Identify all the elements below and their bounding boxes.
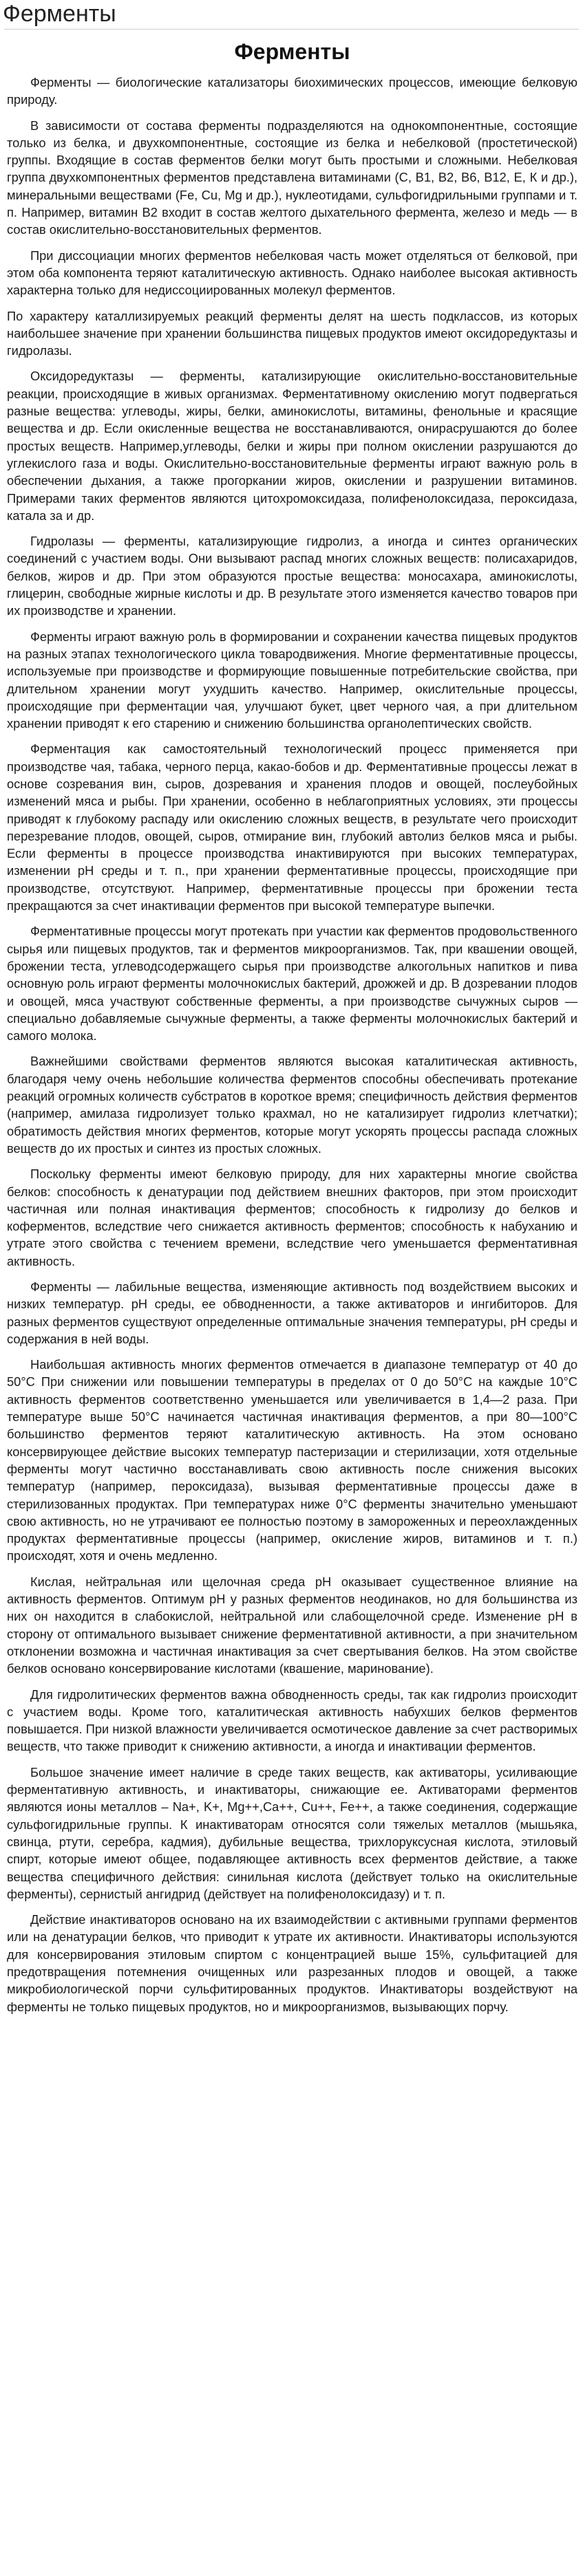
paragraph: По характеру каталлизируемых реакций ферменты делят на шесть подклассов, из которых наибольшее значение при хранении большинства пищевых продуктов имеют оксидоредуктазы и гидролазы. (7, 308, 577, 358)
paragraph: Важнейшими свойствами ферментов являются высокая каталитическая активность, благодаря чему очень небольшие количества ферментов способны обеспечивать протекание реакций огромных количеств субстратов в короткое время; специфичность действия ферментов (например, амилаза гидролизует только крахмал, но не катализирует гидролиз клетчатки); обратимость действия многих ферментов, которые могут ускорять процессы распада сложных веществ до их простых и синтез из простых сложных. (7, 1054, 577, 1156)
paragraph: В зависимости от состава ферменты подразделяются на однокомпонентные, состоящие только из белка, и двухкомпонентные, состоящие из белка и небелковой (простетической) группы. Входящие в состав ферментов белки могут быть простыми и сложными. Небелковая группа двухкомпонентных ферментов представлена витаминами (С, В1, В2, В6, В12, Е, К и др.), минеральными веществами (Fe, Cu, Mg и др.), нуклеотидами, сульфогидрильными группами и т. п. Например, витамин В2 входит в состав желтого дыхательного фермента, железо и медь — в состав окислительно-восстановительных ферментов. (7, 118, 577, 237)
paragraph: Ферментация как самостоятельный технологический процесс применяется при производстве чая, табака, черного перца, какао-бобов и др. Ферментативные процессы лежат в основе созревания вин, сыров, дозревания и хранения плодов и овощей, послеубойных изменений мяса и рыбы. При хранении, особенно в неблагоприятных условиях, эти процессы приводят к глубокому распаду или окислению сложных веществ, в результате чего происходит перезревание плодов, овощей, сыров, отмирание вин, глубокий автолиз белков мяса и рыбы. Если ферменты в процессе производства инактивируются при высоких температурах, изменении рН среды и т. п., при хранении ферментативные процессы, происходящие при производстве, отсутствуют. Например, ферментативные процессы при брожении теста прекращаются за счет инактивации ферментов при высокой температуре выпечки. (7, 742, 577, 913)
paragraph: Кислая, нейтральная или щелочная среда рН оказывает существенное влияние на активность ферментов. Оптимум рН у разных ферментов неодинаков, но для большинства из них он находится в слабокислой, нейтральной или слабощелочной среде. Изменение рН в сторону от оптимального вызывает снижение ферментативной активности, а при значительном отклонении возможна и частичная инактивация за счет свертывания белков. На этом свойстве белков основано консервирование кислотами (квашение, маринование). (7, 1574, 577, 1676)
paragraph: Для гидролитических ферментов важна обводненность среды, так как гидролиз происходит с участием воды. Кроме того, каталитическая активность набухших белков ферментов повышается. При низкой влажности увеличивается осмотическое давление за счет растворимых веществ, что также приводит к снижению активности, а иногда и инактивации ферментов. (7, 1687, 577, 1754)
paragraph: Ферменты — лабильные вещества, изменяющие активность под воздействием высоких и низких температур. рН среды, ее обводненности, а также активаторов и ингибиторов. Для разных ферментов существуют определенные оптимальные значения температуры, рН среды и содержания в ней воды. (7, 1279, 577, 1346)
article (0, 30, 583, 2015)
paragraph: При диссоциации многих ферментов небелковая часть может отделяться от белковой, при этом оба компонента теряют каталитическую активность. Однако наиболее высокая активность характерна только для недиссоциированных молекул ферментов. (7, 248, 577, 298)
paragraph: Наибольшая активность многих ферментов отмечается в диапазоне температур от 40 до 50°С При снижении или повышении температуры в пределах от 0 до 50°С на каждые 10°С активность ферментов соответственно уменьшается или увеличивается в 1,4—2 раза. При температуре выше 50°С начинается частичная инактивация ферментов, а при 80—100°С большинство ферментов теряют каталитическую активность. На этом основано консервирующее действие высоких температур пастеризации и стерилизации, хотя отдельные ферменты могут частично восстанавливать свою активность после снижения высоких температур (например, пероксидаза), вызывая ферментативные процессы даже в стерилизованных продуктах. При температурах ниже 0°С ферменты значительно уменьшают свою активность, но не утрачивают ее полностью поэтому в замороженных и переохлажденных продуктах ферментативные процессы (например, окисление жиров, витаминов и т. п.) происходят, хотя и очень медленно. (7, 1357, 577, 1563)
paragraph: Ферментативные процессы могут протекать при участии как ферментов продовольственного сырья или пищевых продуктов, так и ферментов микроорганизмов. Так, при квашении овощей, брожении теста, углеводсодержащего сырья при производстве алкогольных напитков и пива основную роль играют ферменты молочнокислых бактерий, дрожжей и др. В дозревании плодов и овощей, мяса участвуют собственные ферменты, а при производстве сычужных сыров — специально добавляемые сычужные ферменты, а также ферменты молочнокислых бактерий и самого молока. (7, 924, 577, 1043)
paragraph: Ферменты — биологические катализаторы биохимических процессов, имеющие белковую природу. (7, 75, 577, 107)
paragraph: Поскольку ферменты имеют белковую природу, для них характерны многие свойства белков: способность к денатурации под действием внешних факторов, при этом происходит частичная или полная инактивация ферментов; способность к гидролизу до белков и коферментов, вследствие чего снижается активность ферментов; способность к набуханию и утрате этого свойства с течением времени, вследствие чего уменьшается ферментативная активность. (7, 1167, 577, 1268)
paragraph: Действие инактиваторов основано на их взаимодействии с активными группами ферментов или на денатурации белков, что приводит к утрате их активности. Инактиваторы используются для консервирования этиловым спиртом с концентрацией выше 15%, сульфитацией для предотвращения потемнения очищенных или разрезанных плодов и овощей, а также микробиологической порчи сульфитированных продуктов. Инактиваторы воздействуют на ферменты не только пищевых продуктов, но и микроорганизмов, вызывающих порчу. (7, 1912, 577, 2014)
article-heading: Ферменты (234, 39, 350, 64)
paragraph: Оксидоредуктазы — ферменты, катализирующие окислительно-восстановительные реакции, происходящие в живых организмах. Ферментативному окислению могут подвергаться разные вещества: углеводы, жиры, белки, аминокислоты, витамины, фенольные и красящие вещества и др. Если окисленные вещества не восстанавливаются, онирасрушаются до более простых веществ. Например,углеводы, белки и жиры при полном окислении разрушаются до углекислого газа и воды. Окислительно-восстановительные ферменты играют важную роль в обеспечении дыхания, а также прогоркании жиров, окислении и разрушении витаминов. Примерами таких ферментов являются цитохромоксидаза, полифенолоксидаза, пероксидаза, катала за и др. (7, 369, 577, 523)
paragraph: Гидролазы — ферменты, катализирующие гидролиз, а иногда и синтез органических соединений с участием воды. Они вызывают распад многих сложных веществ: полисахаридов, белков, жиров и др. При этом образуются простые вещества: моносахара, аминокислоты, глицерин, свободные жирные кислоты и др. В результате этого изменяется качество товаров при их производстве и хранении. (7, 534, 577, 618)
paragraph: Ферменты играют важную роль в формировании и сохранении качества пищевых продуктов на разных этапах технологического цикла товародвижения. Многие ферментативные процессы, используемые при производстве и формирующие повышенные потребительские свойства, при длительном хранении могут ухудшить качество. Например, окислительные процессы, происходящие при ферментации чая, улучшают букет, цвет черного чая, а при длительном хранении приводят к его старению и снижению большинства органолептических свойств. (7, 629, 577, 731)
document-tab-title: Ферменты (3, 1, 116, 27)
paragraph: Большое значение имеет наличие в среде таких веществ, как активаторы, усиливающие ферментативную активность, и инактиваторы, снижающие ее. Активаторами ферментов являются ионы металлов – Na+, K+, Mg++,Ca++, Cu++, Fe++, а также соединения, содержащие сульфогидрильные группы. К инактиваторам относятся соли тяжелых металлов (мышьяка, свинца, ртути, серебра, кадмия), дубильные вещества, трихлоруксусная кислота, этиловый спирт, которые имеют общее, подавляющее активность всех ферментов действие, а также вещества специфичного действия: синильная кислота (действует только на окислительные ферменты), сернистый ангидрид (действует на полифенолоксидазу) и т. п. (7, 1764, 577, 1901)
